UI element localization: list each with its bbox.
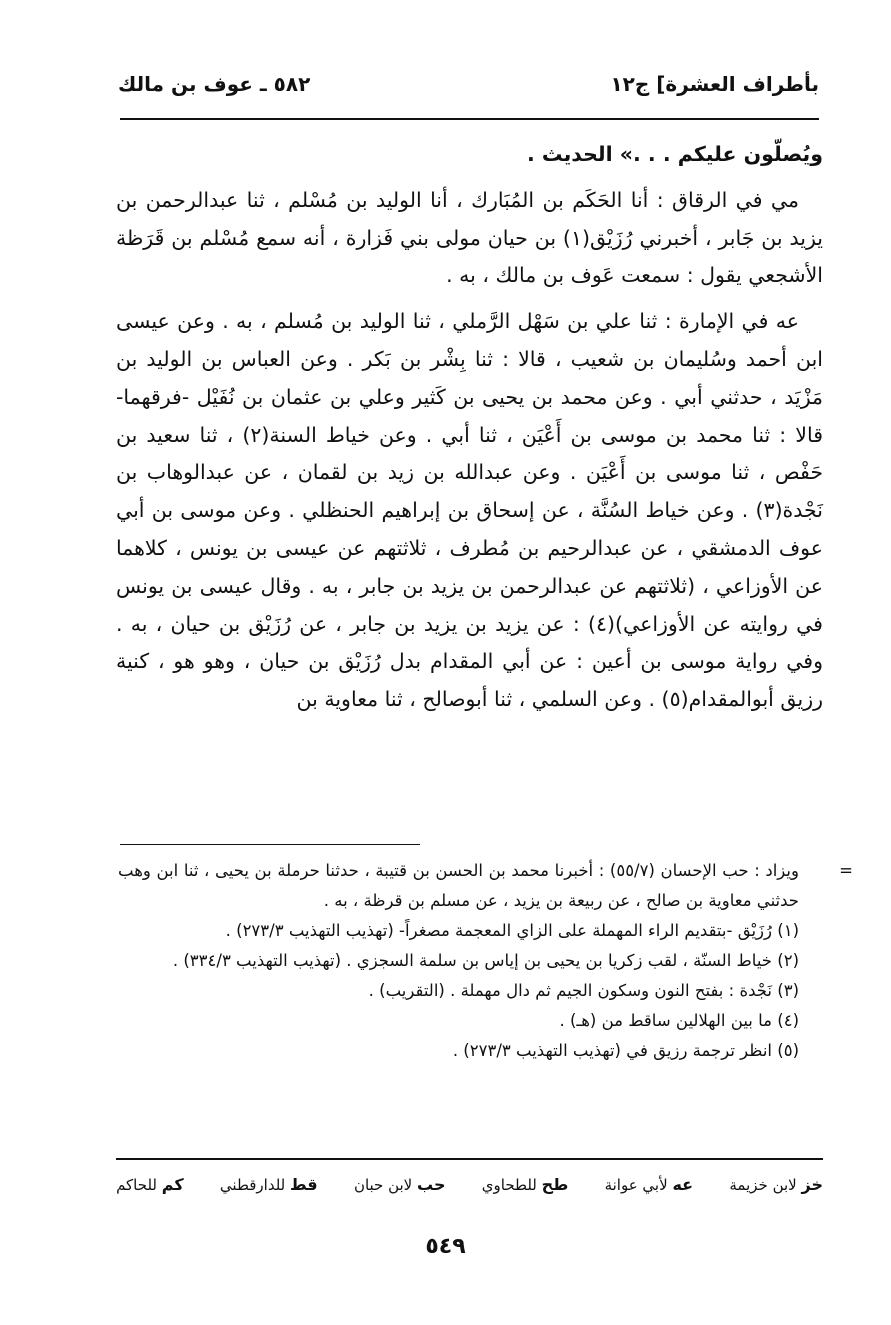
paragraph-abu-awana: عه في الإمارة : ثنا علي بن سَهْل الرَّملي ، ثنا الوليد بن مُسلم ، به . وعن عيسى ابن أحمد وسُليمان بن شعيب ، قالا : ثنا بِشْر بن بَكر . وعن العباس بن الوليد بن مَزْيَد ، حدثني أبي . وعن محمد بن يحيى بن كَثير وعلي بن عثمان بن نُفَيْل -فرقهما- قالا : ثنا محمد بن موسى بن أَعْيَن ، ثنا أبي . وعن خياط السنة(٢) ، ثنا سعيد بن حَفْص ، ثنا موسى بن أَعْيَن . وعن عبدالله بن زيد بن لقمان ، عن عبدالوهاب بن نَجْدة(٣) . وعن خياط السُنَّة ، عن إسحاق بن إبراهيم الحنظلي . وعن موسى بن أبي عوف الدمشقي ، عن عبدالرحيم بن مُطرف ، ثلاثتهم عن عيسى بن يونس ، كلاهما عن الأوزاعي ، (ثلاثتهم عن عبدالرحمن بن يزيد بن جابر ، به . وقال عيسى بن يونس في روايته عن الأوزاعي)(٤) : عن يزيد بن يزيد بن جابر ، عن رُزَيْق بن حيان ، به . وفي رواية موسى بن أعين : عن أبي المقدام بدل رُزَيْق بن حيان ، وهو هو ، كنية رزيق أبوالمقدام(٥) . وعن السلمي ، ثنا أبوصالح ، ثنا معاوية بن — [116, 309, 823, 712]
abbreviations-rule — [116, 1158, 823, 1160]
footnote-5: (٥) انظر ترجمة رزيق في (تهذيب التهذيب ٢٧٣/٣) . — [452, 1041, 799, 1060]
footnote-1: (١) رُزَيْق -بتقديم الراء المهملة على الزاي المعجمة مصغراً- (تهذيب التهذيب ٢٧٣/٣) . — [225, 921, 799, 940]
header-volume-title: بأطراف العشرة] ج١٢ — [610, 72, 819, 96]
paragraph-darimi: مي في الرقاق : أنا الحَكَم بن المُبَارك ، أنا الوليد بن مُسْلم ، ثنا عبدالرحمن بن يزيد بن جَابر ، أخبرني رُزَيْق(١) بن حيان مولى بني فَزارة ، أنه سمع مُسْلم بن قَرَظة الأشجعي يقول : سمعت عَوف بن مالك ، به . — [116, 187, 823, 288]
page-number: ٥٤٩ — [425, 1234, 466, 1259]
main-text — [116, 136, 823, 719]
running-header — [118, 68, 819, 104]
footnote-3: (٣) نَجْدة : بفتح النون وسكون الجيم ثم دال مهملة . (التقريب) . — [368, 981, 799, 1000]
abbreviations-legend — [116, 1168, 823, 1202]
footnote-4: (٤) ما بين الهلالين ساقط من (هـ) . — [559, 1011, 799, 1030]
abbreviation-item: عه لأبي عوانة — [604, 1175, 694, 1194]
abbreviation-item: حب لابن حبان — [353, 1175, 446, 1194]
header-rule — [120, 118, 819, 120]
abbreviation-item: كم للحاكم — [116, 1175, 184, 1194]
header-hadith-title: ٥٨٢ ـ عوف بن مالك — [118, 72, 311, 96]
continuation-mark: = — [839, 861, 853, 880]
footnote-continuation — [118, 856, 853, 916]
opening-line: ويُصلّون عليكم . . .» الحديث . — [526, 142, 823, 166]
footnote-2: (٢) خياط السنّة ، لقب زكريا بن يحيى بن إياس بن سلمة السجزي . (تهذيب التهذيب ٣٣٤/٣) . — [172, 951, 799, 970]
footnote-continuation-text: ويزاد : حب الإحسان (٥٥/٧) : أخبرنا محمد بن الحسن بن قتيبة ، حدثنا حرملة بن يحيى ، ثنا ابن وهب حدثني معاوية بن صالح ، عن ربيعة بن يزيد ، عن مسلم بن قرظة ، به . — [118, 861, 799, 910]
footnotes — [118, 856, 853, 1066]
abbreviation-item: قط للدارقطني — [219, 1175, 318, 1194]
abbreviation-item: خز لابن خزيمة — [729, 1175, 823, 1194]
abbreviation-item: طح للطحاوي — [481, 1175, 569, 1194]
footnote-rule — [120, 844, 420, 845]
